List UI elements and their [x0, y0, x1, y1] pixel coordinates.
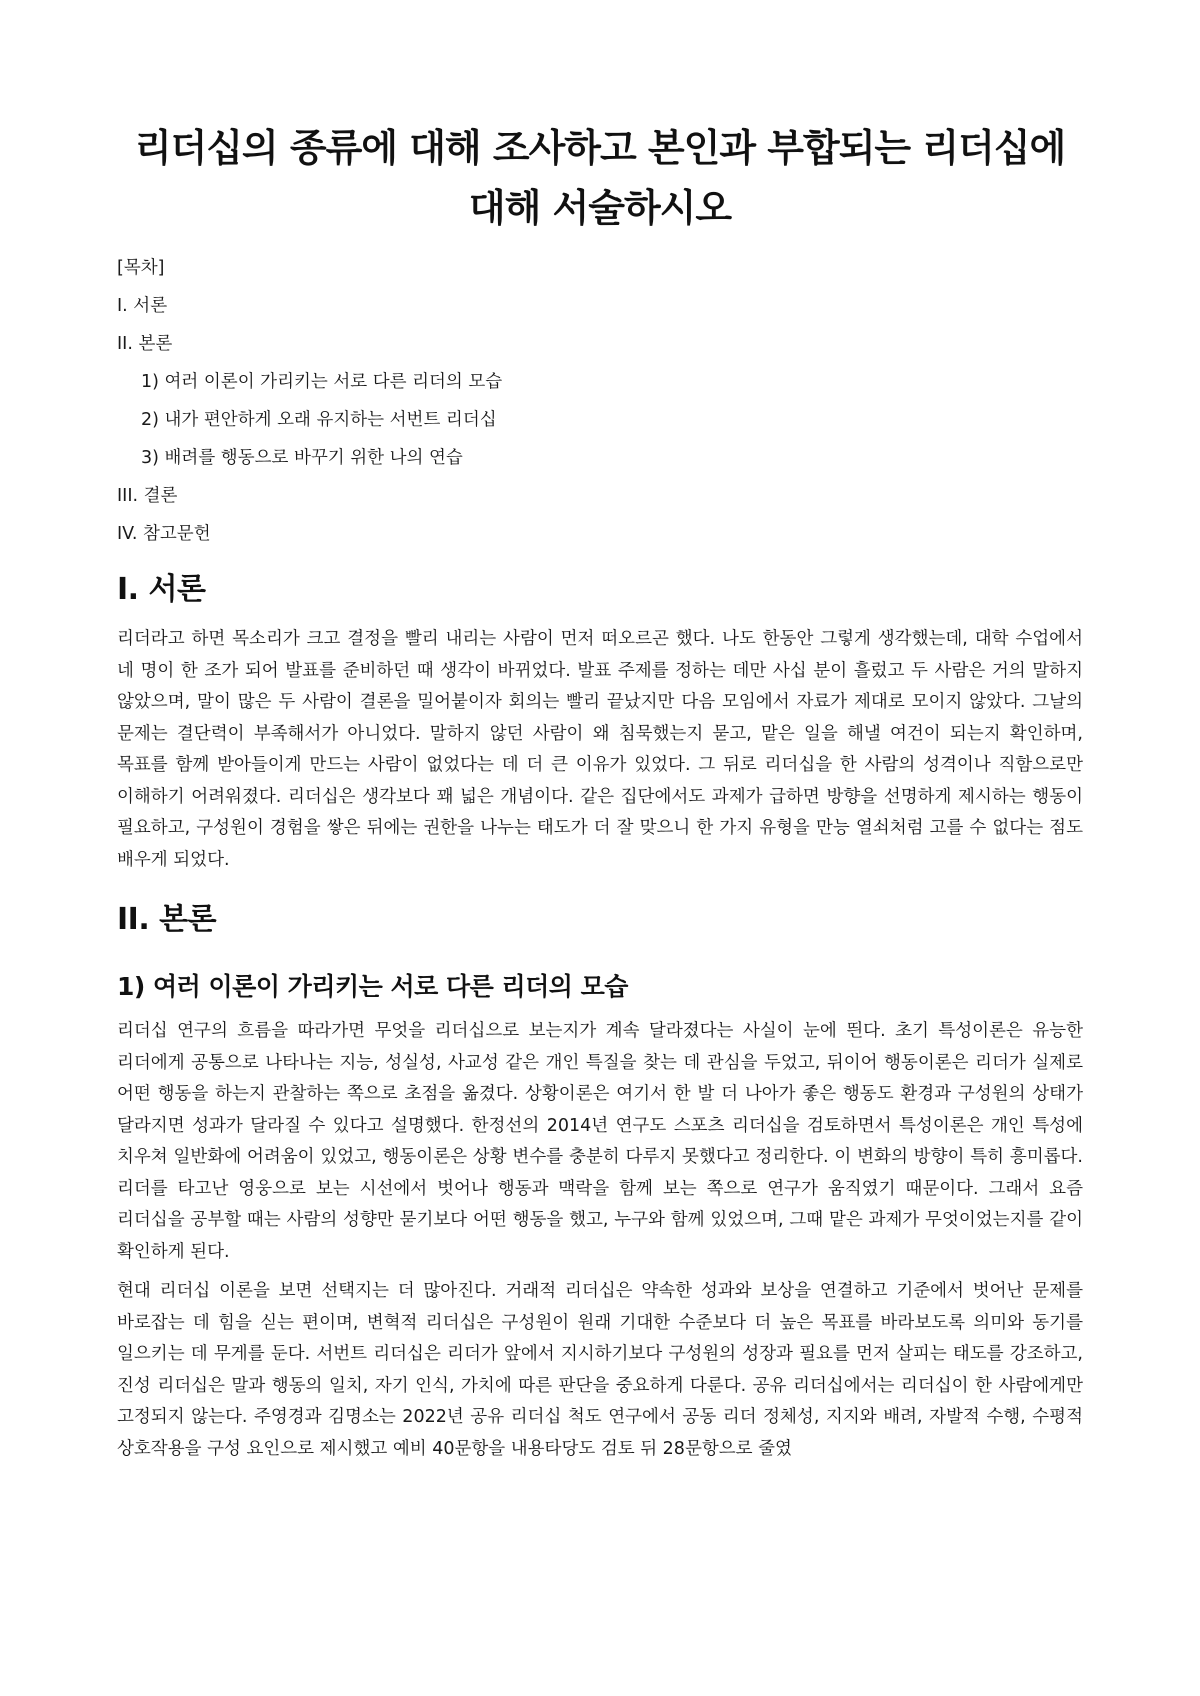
body-paragraph: 현대 리더십 이론을 보면 선택지는 더 많아진다. 거래적 리더십은 약속한 성과와 보상을 연결하고 기준에서 벗어난 문제를 바로잡는 데 힘을 싣는 편이며, 변혁적 리더십은 구성원이 원래 기대한 수준보다 더 높은 목표를 바라보도록 의미와 동기를 일으키는 데 무게를 둔다. 서번트 리더십은 리더가 앞에서 지시하기보다 구성원의 성장과 필요를 먼저 살피는 태도를 강조하고, 진성 리더십은 말과 행동의 일치, 자기 인식, 가치에 따른 판단을 중요하게 다룬다. 공유 리더십에서는 리더십이 한 사람에게만 고정되지 않는다. 주영경과 김명소는 2022년 공유 리더십 척도 연구에서 공동 리더 정체성, 지지와 배려, 자발적 수행, 수평적 상호작용을 구성 요인으로 제시했고 예비 40문항을 내용타당도 검토 뒤 28문항으로 줄였: [117, 1281, 1083, 1459]
introduction-section: [117, 570, 1083, 876]
toc-item: 3) 배려를 행동으로 바꾸기 위한 나의 연습: [141, 448, 463, 468]
toc-item: II. 본론: [117, 334, 173, 354]
toc-item: 1) 여러 이론이 가리키는 서로 다른 리더의 모습: [141, 372, 503, 392]
toc-heading: [목차]: [117, 258, 165, 278]
toc-item: 2) 내가 편안하게 오래 유지하는 서번트 리더십: [141, 410, 497, 430]
toc-item: III. 결론: [117, 486, 178, 506]
subsection-heading: 1) 여러 이론이 가리키는 서로 다른 리더의 모습: [117, 972, 628, 1001]
document-page: [117, 118, 1083, 1473]
table-of-contents: [117, 256, 1083, 546]
body-section: [117, 900, 1083, 1465]
toc-item: I. 서론: [117, 296, 168, 316]
introduction-heading: I. 서론: [117, 572, 206, 607]
body-paragraph: 리더십 연구의 흐름을 따라가면 무엇을 리더십으로 보는지가 계속 달라졌다는 사실이 눈에 띈다. 초기 특성이론은 유능한 리더에게 공통으로 나타나는 지능, 성실성, 사교성 같은 개인 특질을 찾는 데 관심을 두었고, 뒤이어 행동이론은 리더가 실제로 어떤 행동을 하는지 관찰하는 쪽으로 초점을 옮겼다. 상황이론은 여기서 한 발 더 나아가 좋은 행동도 환경과 구성원의 상태가 달라지면 성과가 달라질 수 있다고 설명했다. 한정선의 2014년 연구도 스포츠 리더십을 검토하면서 특성이론은 개인 특성에 치우쳐 일반화에 어려움이 있었고, 행동이론은 상황 변수를 충분히 다루지 못했다고 정리한다. 이 변화의 방향이 특히 흥미롭다. 리더를 타고난 영웅으로 보는 시선에서 벗어나 행동과 맥락을 함께 보는 쪽으로 연구가 움직였기 때문이다. 그래서 요즘 리더십을 공부할 때는 사람의 성향만 묻기보다 어떤 행동을 했고, 누구와 함께 있었으며, 그때 맡은 과제가 무엇이었는지를 같이 확인하게 된다.: [117, 1021, 1083, 1262]
toc-item: IV. 참고문헌: [117, 524, 211, 544]
document-title: 리더십의 종류에 대해 조사하고 본인과 부합되는 리더십에 대해 서술하시오: [134, 126, 1066, 230]
body-heading: II. 본론: [117, 902, 217, 937]
toc-list: [117, 294, 1083, 546]
introduction-paragraph: 리더라고 하면 목소리가 크고 결정을 빨리 내리는 사람이 먼저 떠오르곤 했다. 나도 한동안 그렇게 생각했는데, 대학 수업에서 네 명이 한 조가 되어 발표를 준비하던 때 생각이 바뀌었다. 발표 주제를 정하는 데만 사십 분이 흘렀고 두 사람은 거의 말하지 않았으며, 말이 많은 두 사람이 결론을 밀어붙이자 회의는 빨리 끝났지만 다음 모임에서 자료가 제대로 모이지 않았다. 그날의 문제는 결단력이 부족해서가 아니었다. 말하지 않던 사람이 왜 침묵했는지 묻고, 맡은 일을 해낼 여건이 되는지 확인하며, 목표를 함께 받아들이게 만드는 사람이 없었다는 데 더 큰 이유가 있었다. 그 뒤로 리더십을 한 사람의 성격이나 직함으로만 이해하기 어려워졌다. 리더십은 생각보다 꽤 넓은 개념이다. 같은 집단에서도 과제가 급하면 방향을 선명하게 제시하는 행동이 필요하고, 구성원이 경험을 쌓은 뒤에는 권한을 나누는 태도가 더 잘 맞으니 한 가지 유형을 만능 열쇠처럼 고를 수 없다는 점도 배우게 되었다.: [117, 629, 1083, 870]
